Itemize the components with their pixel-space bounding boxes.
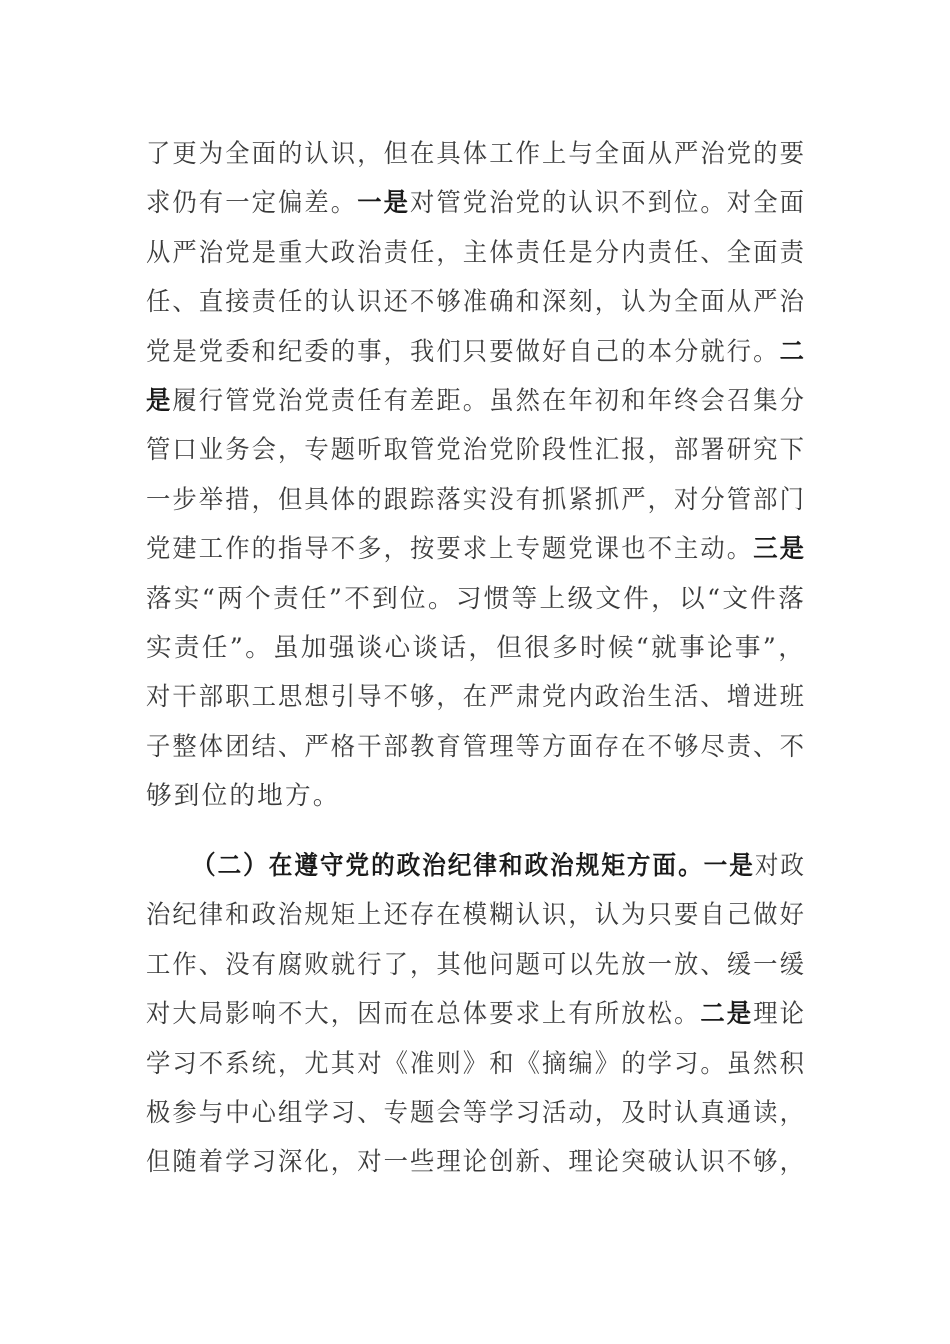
- text-line: 实责任”。虽加强谈心谈话，但很多时候“就事论事”，: [146, 632, 806, 663]
- text-line: 任、直接责任的认识还不够准确和深刻，认为全面从严治: [146, 287, 806, 318]
- text-line: 极参与中心组学习、专题会等学习活动，及时认真通读，: [146, 1097, 806, 1128]
- bold-marker: 一是: [357, 188, 411, 219]
- text-line: 落实“两个责任”不到位。习惯等上级文件，以“文件落: [146, 583, 806, 614]
- text-line: 管口业务会，专题听取管党治党阶段性汇报，部署研究下: [146, 435, 806, 466]
- text-line: 党是党委和纪委的事，我们只要做好自己的本分就行。二: [146, 336, 806, 367]
- text-line: 但随着学习深化，对一些理论创新、理论突破认识不够，: [146, 1147, 806, 1178]
- bold-marker: 二: [779, 336, 806, 367]
- bold-marker: 三是: [753, 534, 806, 565]
- bold-marker: 是: [146, 385, 173, 416]
- text-line: 够到位的地方。: [146, 781, 341, 812]
- text-line: 治纪律和政治规矩上还存在模糊认识，认为只要自己做好: [146, 900, 806, 931]
- text-line: 从严治党是重大政治责任，主体责任是分内责任、全面责: [146, 237, 806, 268]
- text-line: 对干部职工思想引导不够，在严肃党内政治生活、增进班: [146, 682, 806, 713]
- text-line: 子整体团结、严格干部教育管理等方面存在不够尽责、不: [146, 731, 806, 762]
- text-line: 一步举措，但具体的跟踪落实没有抓紧抓严，对分管部门: [146, 484, 806, 515]
- text-line: 对大局影响不大，因而在总体要求上有所放松。二是理论: [146, 999, 806, 1030]
- text-line: 了更为全面的认识，但在具体工作上与全面从严治党的要: [146, 139, 806, 169]
- paragraph-political-discipline: [146, 842, 806, 1188]
- text-line: （二）在遵守党的政治纪律和政治规矩方面。一是对政: [192, 851, 806, 881]
- bold-marker: 二是: [700, 999, 754, 1030]
- text-line: 是履行管党治党责任有差距。虽然在年初和年终会召集分: [146, 385, 806, 416]
- text-line: 求仍有一定偏差。一是对管党治党的认识不到位。对全面: [146, 188, 806, 219]
- text-line: 工作、没有腐败就行了，其他问题可以先放一放、缓一缓: [146, 949, 806, 980]
- paragraph-party-governance: [146, 130, 806, 821]
- text-line: 学习不系统，尤其对《准则》和《摘编》的学习。虽然积: [146, 1048, 806, 1079]
- text-line: 党建工作的指导不多，按要求上专题党课也不主动。三是: [146, 534, 806, 565]
- section-heading: （二）在遵守党的政治纪律和政治规矩方面。: [192, 851, 704, 881]
- bold-marker: 一是: [703, 851, 755, 881]
